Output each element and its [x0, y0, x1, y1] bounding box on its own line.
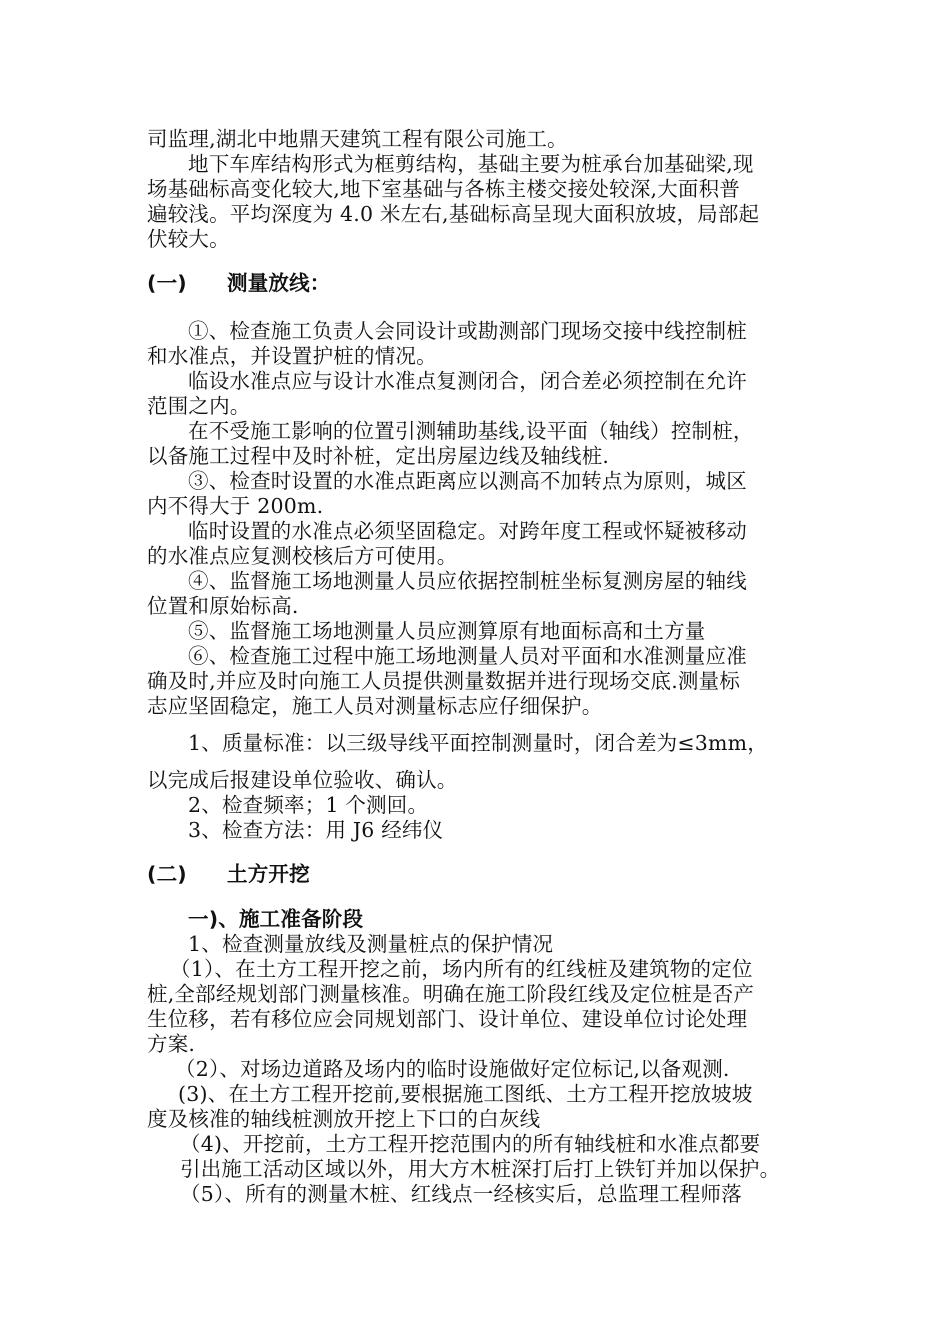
- paragraph-line: 的水准点应复测校核后方可使用。: [147, 544, 458, 568]
- paragraph-line: 内不得大于 200m.: [147, 494, 324, 518]
- paragraph-line: 度及核准的轴线桩测放开挖上下口的白灰线: [147, 1107, 541, 1131]
- paragraph-line: (3)、在土方工程开挖前,要根据施工图纸、土方工程开挖放坡坡: [178, 1082, 753, 1106]
- paragraph-line: 3、检查方法：用 J6 经纬仪: [188, 818, 444, 842]
- paragraph-line: ⑥、检查施工过程中施工场地测量人员对平面和水准测量应准: [188, 644, 747, 668]
- paragraph-line: 和水准点，并设置护桩的情况。: [147, 344, 437, 368]
- paragraph-line: 以完成后报建设单位验收、确认。: [147, 768, 458, 792]
- paragraph-line: 地下车库结构形式为框剪结构，基础主要为桩承台加基础梁,现: [188, 152, 754, 176]
- paragraph-line: ⑤、监督施工场地测量人员应测算原有地面标高和土方量: [188, 619, 706, 643]
- paragraph-line: 方案.: [147, 1032, 196, 1056]
- paragraph-line: （1）、在土方工程开挖之前，场内所有的红线桩及建筑物的定位: [170, 957, 753, 981]
- paragraph-line: ③、检查时设置的水准点距离应以测高不加转点为原则，城区: [188, 469, 747, 493]
- section-title: 测量放线：: [227, 271, 331, 295]
- subsection-heading: 一)、施工准备阶段: [188, 907, 364, 931]
- paragraph-line: 1、检查测量放线及测量桩点的保护情况: [188, 932, 554, 956]
- paragraph-line: 司监理,湖北中地鼎天建筑工程有限公司施工。: [147, 127, 568, 151]
- paragraph-line: 桩,全部经规划部门测量核准。明确在施工阶段红线及定位桩是否产: [147, 982, 755, 1006]
- paragraph-line: 位置和原始标高.: [147, 594, 299, 618]
- paragraph-line: 确及时,并应及时向施工人员提供测量数据并进行现场交底.测量标: [147, 669, 741, 693]
- paragraph-line: （2）、对场边道路及场内的临时设施做好定位标记,以备观测.: [175, 1057, 730, 1081]
- paragraph-line: 临设水准点应与设计水准点复测闭合，闭合差必须控制在允许: [188, 369, 747, 393]
- paragraph-line: 在不受施工影响的位置引测辅助基线,设平面（轴线）控制桩，: [188, 419, 754, 443]
- paragraph-line: 伏较大。: [147, 227, 230, 251]
- section-heading-1: [147, 270, 331, 296]
- paragraph-line: 遍较浅。平均深度为 4.0 米左右,基础标高呈现大面积放坡，局部起: [147, 202, 760, 226]
- paragraph-line: （4)、开挖前，土方工程开挖范围内的所有轴线桩和水准点都要: [180, 1132, 761, 1156]
- paragraph-line: （5）、所有的测量木桩、红线点一经核实后，总监理工程师落: [180, 1182, 742, 1206]
- section-number: (二): [147, 862, 187, 886]
- paragraph-line: 1、质量标准：以三级导线平面控制测量时，闭合差为≤3mm，: [188, 731, 768, 755]
- paragraph-line: 临时设置的水准点必须坚固稳定。对跨年度工程或怀疑被移动: [188, 519, 747, 543]
- paragraph-line: ④、监督施工场地测量人员应依据控制桩坐标复测房屋的轴线: [188, 569, 747, 593]
- paragraph-line: 引出施工活动区域以外，用大方木桩深打后打上铁钉并加以保护。: [180, 1157, 781, 1181]
- paragraph-line: 范围之内。: [147, 394, 251, 418]
- paragraph-line: ①、检查施工负责人会同设计或勘测部门现场交接中线控制桩: [188, 319, 747, 343]
- paragraph-line: 场基础标高变化较大,地下室基础与各栋主楼交接处较深,大面积普: [147, 177, 741, 201]
- paragraph-line: 生位移，若有移位应会同规划部门、设计单位、建设单位讨论处理: [147, 1007, 748, 1031]
- section-number: (一): [147, 271, 187, 295]
- paragraph-line: 2、检查频率；1 个测回。: [188, 793, 429, 817]
- section-heading-2: [147, 861, 310, 887]
- paragraph-line: 以备施工过程中及时补桩，定出房屋边线及轴线桩.: [147, 444, 610, 468]
- paragraph-line: 志应坚固稳定，施工人员对测量标志应仔细保护。: [147, 694, 603, 718]
- section-title: 土方开挖: [227, 862, 310, 886]
